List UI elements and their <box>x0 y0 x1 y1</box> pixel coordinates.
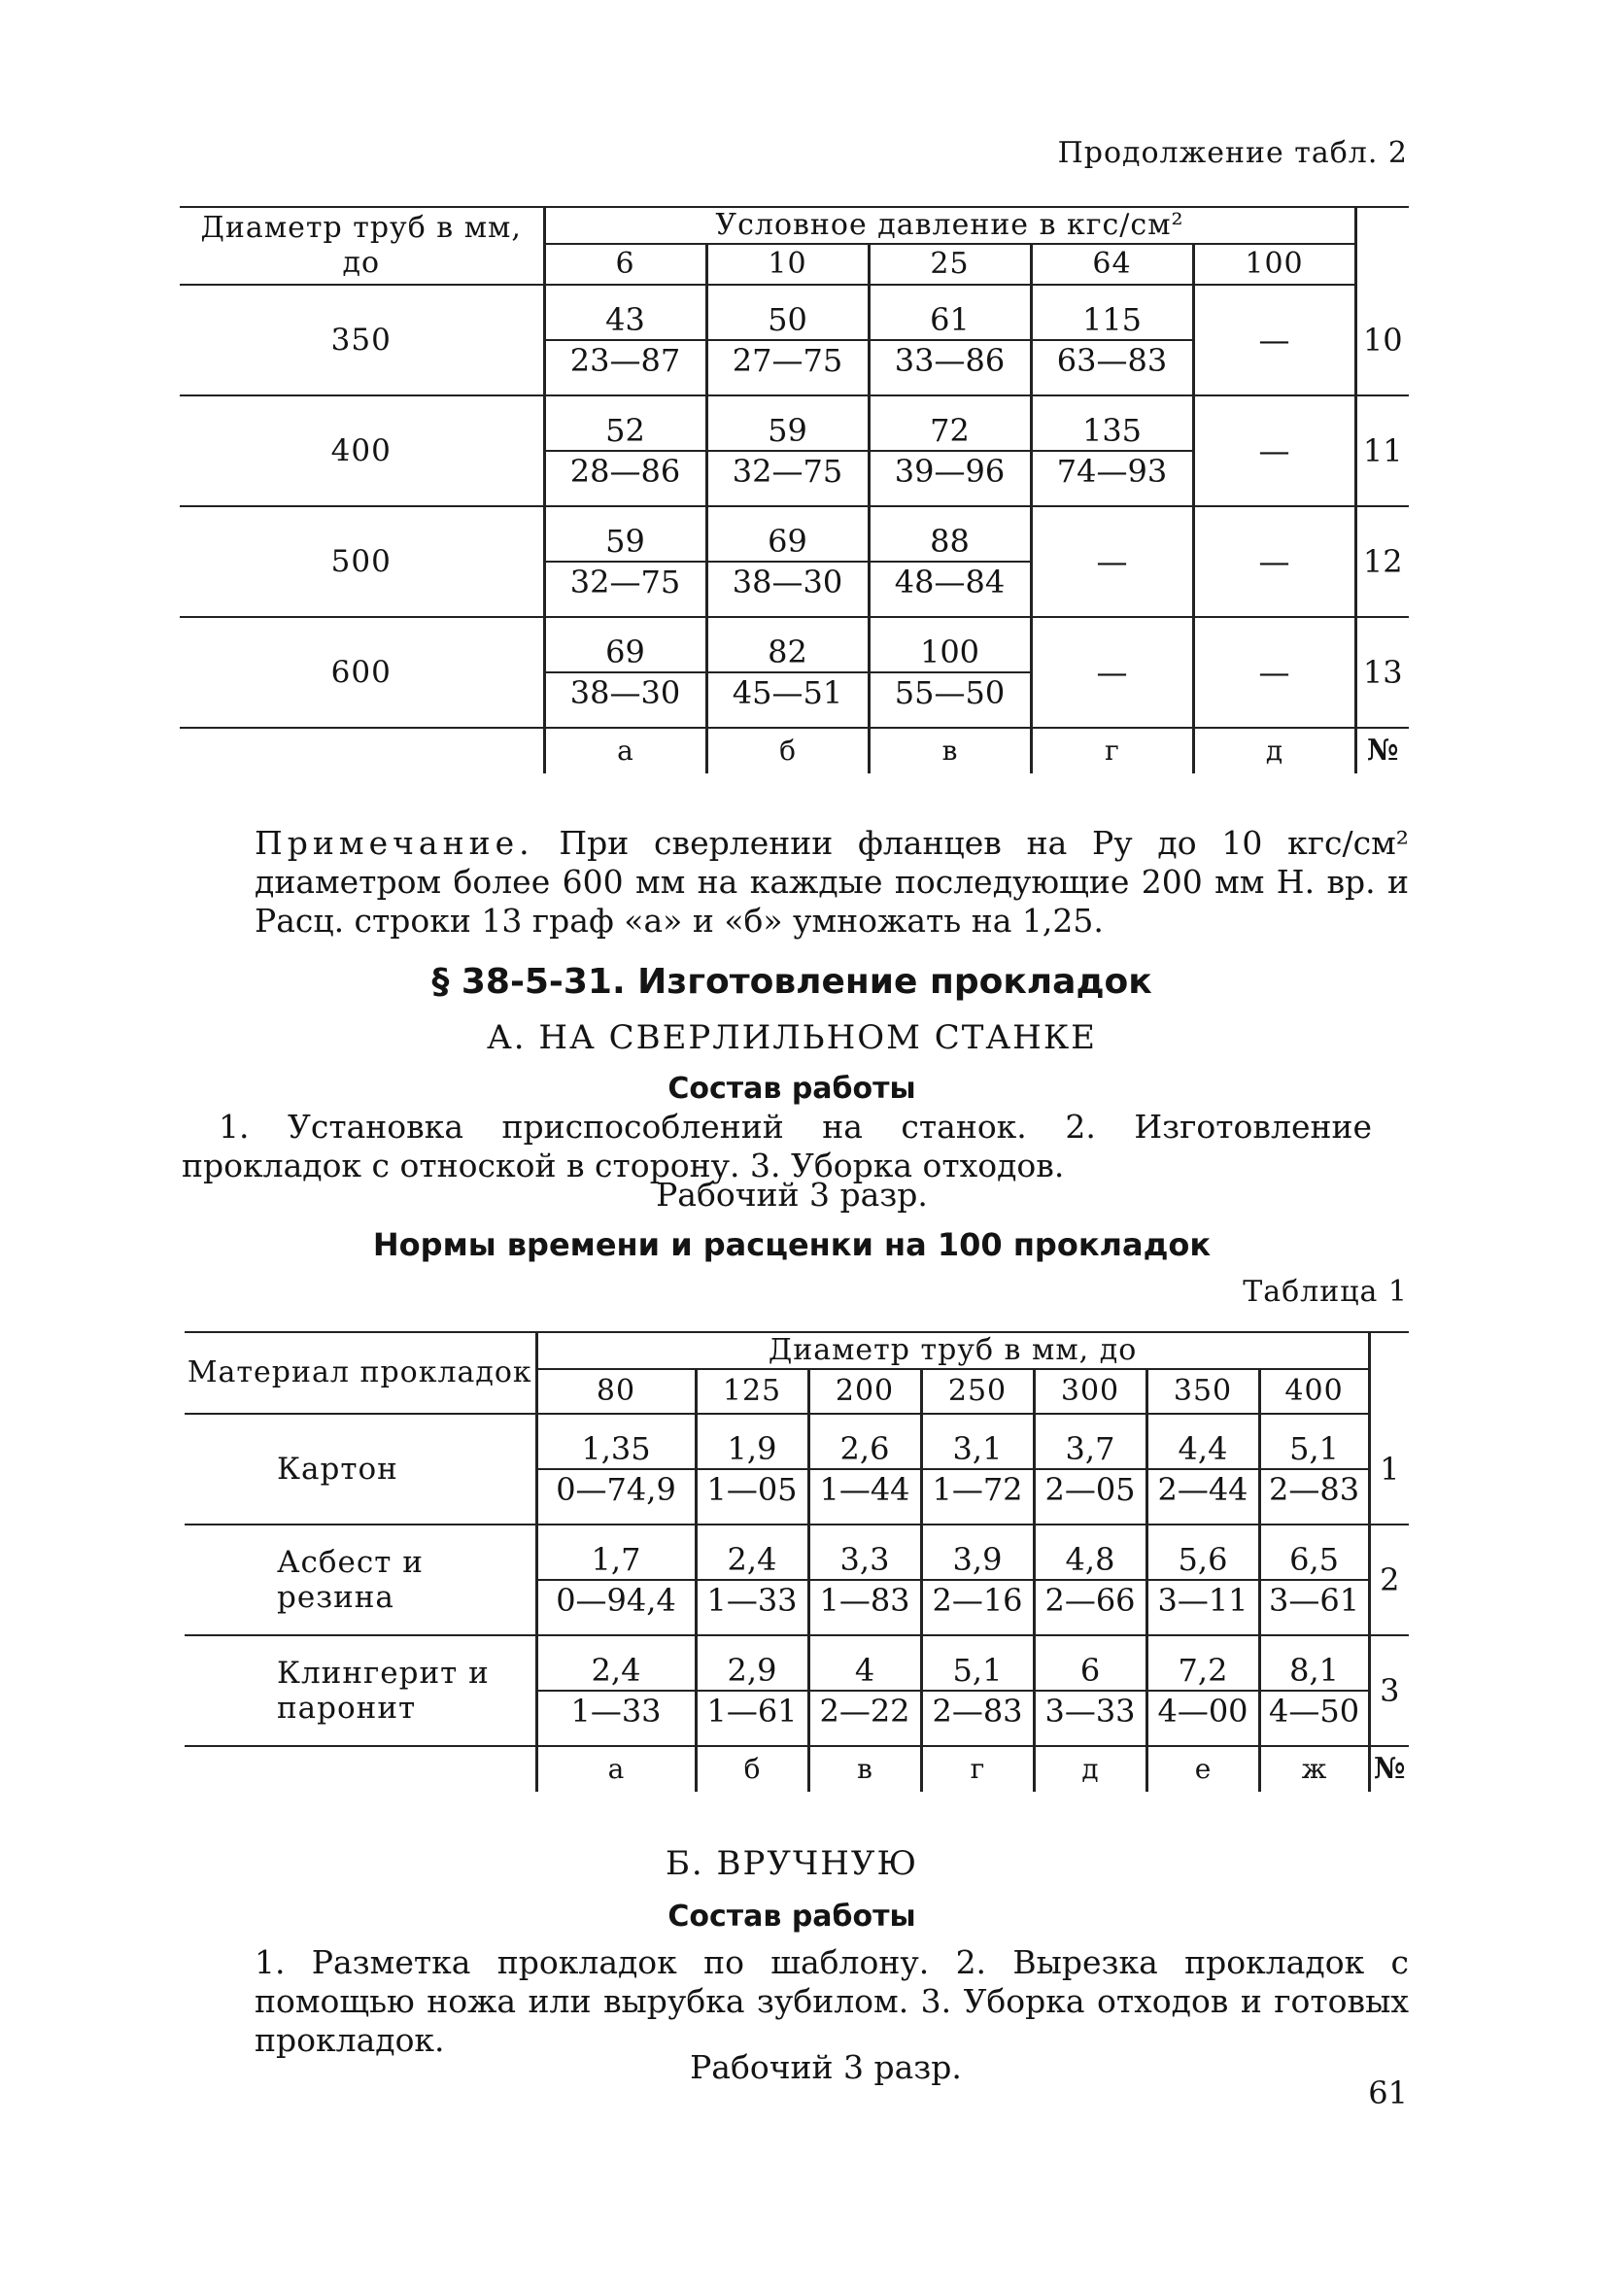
rate-value: 2—22 <box>810 1690 920 1731</box>
table-cell <box>1193 617 1355 728</box>
time-norm: — <box>1258 432 1290 469</box>
rate-value: 33—86 <box>871 339 1030 380</box>
cell-value <box>1148 1429 1258 1509</box>
time-norm: 6 <box>1079 1652 1101 1689</box>
column-key: в <box>869 728 1031 773</box>
time-norm: 2,4 <box>727 1541 777 1578</box>
worker-grade-a: Рабочий 3 разр. <box>656 1176 928 1214</box>
time-norm: — <box>1258 322 1290 359</box>
rate-value: 32—75 <box>708 450 868 491</box>
row-header: Материал прокладок <box>185 1332 536 1414</box>
time-norm: — <box>1258 654 1290 691</box>
table-cell <box>706 506 869 617</box>
rate-value: 1—72 <box>923 1468 1033 1509</box>
cell-value <box>1033 542 1192 581</box>
row-number: 10 <box>1355 285 1409 395</box>
rate-value: 2—44 <box>1148 1468 1258 1509</box>
time-norm: 43 <box>605 301 645 338</box>
column-header: 25 <box>869 244 1031 285</box>
time-norm: 115 <box>1081 301 1143 338</box>
time-norm: 59 <box>768 412 807 449</box>
table-cell <box>544 506 706 617</box>
time-norm: 3,3 <box>839 1541 890 1578</box>
time-norm: 3,1 <box>952 1430 1003 1467</box>
rate-value: 3—61 <box>1261 1579 1368 1620</box>
cell-value <box>708 411 868 491</box>
table-cell <box>921 1414 1034 1525</box>
time-norm: 135 <box>1081 412 1143 449</box>
table-row <box>185 1635 1409 1746</box>
time-norm: 82 <box>768 634 807 670</box>
time-norm: 72 <box>930 412 970 449</box>
column-key: е <box>1146 1746 1259 1792</box>
table-cell <box>696 1635 808 1746</box>
row-number: 1 <box>1369 1414 1409 1525</box>
column-key: д <box>1034 1746 1146 1792</box>
rate-value: 2—66 <box>1036 1579 1145 1620</box>
table-cell <box>706 285 869 395</box>
cell-value <box>538 1429 695 1509</box>
row-number: 3 <box>1369 1635 1409 1746</box>
time-norm: 4 <box>854 1652 875 1689</box>
continued-table-label: Продолжение табл. 2 <box>1057 136 1408 170</box>
cell-value <box>810 1651 920 1731</box>
rate-value: 38—30 <box>708 561 868 601</box>
column-key: в <box>808 1746 921 1792</box>
column-key: д <box>1265 735 1283 767</box>
rate-value: 0—94,4 <box>538 1579 695 1620</box>
table-row <box>180 506 1409 617</box>
row-label: 350 <box>180 285 544 395</box>
time-norm: 6,5 <box>1289 1541 1339 1578</box>
rate-value: 2—83 <box>1261 1468 1368 1509</box>
cell-value <box>923 1651 1033 1731</box>
column-header: 6 <box>544 244 706 285</box>
table-cell <box>1146 1635 1259 1746</box>
time-norm: 1,35 <box>581 1430 651 1467</box>
rate-value: 1—44 <box>810 1468 920 1509</box>
table-cell <box>1193 506 1355 617</box>
cell-value <box>538 1651 695 1731</box>
column-key-row <box>180 728 1409 773</box>
rate-value: 2—16 <box>923 1579 1033 1620</box>
cell-value <box>810 1429 920 1509</box>
rate-value: 27—75 <box>708 339 868 380</box>
table-cell <box>1031 285 1193 395</box>
group-header: Диаметр труб в мм, до <box>536 1332 1369 1369</box>
cell-value <box>871 411 1030 491</box>
key-blank <box>180 728 544 773</box>
cell-value <box>546 411 705 491</box>
work-composition-b-text: 1. Разметка прокладок по шаблону. 2. Вырезка прокладок с помощью ножа или вырубка зубилом. 3. Уборка отходов и готовых прокладок. <box>255 1943 1409 2059</box>
norms-title: Нормы времени и расценки на 100 прокладок <box>372 1226 1212 1263</box>
table-cell <box>869 285 1031 395</box>
number-header-blank <box>1369 1332 1409 1414</box>
time-norm: 5,1 <box>1289 1430 1339 1467</box>
subsection-b-title: Б. ВРУЧНУЮ <box>665 1844 919 1883</box>
time-norm: 3,7 <box>1065 1430 1115 1467</box>
table-cell <box>544 285 706 395</box>
time-norm: — <box>1096 543 1128 580</box>
rate-value: 3—11 <box>1148 1579 1258 1620</box>
cell-value <box>1033 411 1192 491</box>
table-row <box>185 1414 1409 1525</box>
time-norm: 1,7 <box>591 1541 641 1578</box>
table-cell <box>1031 617 1193 728</box>
cell-value <box>698 1651 807 1731</box>
column-header: 80 <box>536 1369 696 1414</box>
table-cell <box>706 617 869 728</box>
table-cell <box>869 395 1031 506</box>
time-norm: 69 <box>768 523 807 560</box>
cell-value <box>1195 321 1354 360</box>
column-header: 350 <box>1146 1369 1259 1414</box>
cell-value <box>546 522 705 601</box>
table-cell <box>544 395 706 506</box>
key-blank <box>185 1746 536 1792</box>
column-header: 64 <box>1031 244 1193 285</box>
table-cell <box>808 1414 921 1525</box>
number-sign: № <box>1355 728 1409 773</box>
column-header: 250 <box>921 1369 1034 1414</box>
column-key: г <box>1031 728 1193 773</box>
header-row <box>180 207 1409 244</box>
column-header: 300 <box>1034 1369 1146 1414</box>
rate-value: 4—00 <box>1148 1690 1258 1731</box>
column-header: 10 <box>706 244 869 285</box>
cell-value <box>871 633 1030 712</box>
time-norm: 2,4 <box>591 1652 641 1689</box>
number-header-blank <box>1355 207 1409 285</box>
row-number: 12 <box>1355 506 1409 617</box>
worker-grade-b: Рабочий 3 разр. <box>690 2048 962 2086</box>
table-cell <box>1259 1635 1369 1746</box>
time-norm: — <box>1258 543 1290 580</box>
cell-value <box>871 300 1030 380</box>
cell-value <box>546 633 705 712</box>
table-cell <box>808 1525 921 1635</box>
cell-value <box>708 522 868 601</box>
cell-value <box>1195 542 1354 581</box>
time-norm: 8,1 <box>1289 1652 1339 1689</box>
cell-value <box>810 1540 920 1620</box>
cell-value <box>1195 431 1354 470</box>
time-norm: 2,6 <box>839 1430 890 1467</box>
column-key: а <box>536 1746 696 1792</box>
rate-value: 39—96 <box>871 450 1030 491</box>
row-header: Диаметр труб в мм, до <box>180 207 544 285</box>
rate-value: 28—86 <box>546 450 705 491</box>
cell-value <box>698 1429 807 1509</box>
row-label: Клингерит и паронит <box>185 1635 536 1746</box>
cell-value <box>1036 1540 1145 1620</box>
column-header: 100 <box>1193 244 1355 285</box>
time-norm: 88 <box>930 523 970 560</box>
time-norm: 4,8 <box>1065 1541 1115 1578</box>
table-cell <box>1193 395 1355 506</box>
work-composition-heading-b: Состав работы <box>667 1900 916 1934</box>
number-sign: № <box>1369 1746 1409 1792</box>
table-2 <box>180 206 1409 773</box>
cell-value <box>1036 1651 1145 1731</box>
header-row <box>185 1332 1409 1369</box>
row-label: 600 <box>180 617 544 728</box>
cell-value <box>546 300 705 380</box>
time-norm: 1,9 <box>727 1430 777 1467</box>
time-norm: 61 <box>930 301 970 338</box>
cell-value <box>1195 653 1354 692</box>
cell-value <box>923 1540 1033 1620</box>
row-label: Картон <box>185 1414 536 1525</box>
time-norm: 59 <box>605 523 645 560</box>
row-number: 13 <box>1355 617 1409 728</box>
table-cell <box>1031 506 1193 617</box>
table-cell <box>696 1414 808 1525</box>
table-cell <box>1259 1525 1369 1635</box>
cell-value <box>1261 1540 1368 1620</box>
time-norm: 52 <box>605 412 645 449</box>
cell-value <box>708 300 868 380</box>
cell-value <box>708 633 868 712</box>
rate-value: 23—87 <box>546 339 705 380</box>
rate-value: 1—83 <box>810 1579 920 1620</box>
column-key: ж <box>1301 1753 1327 1785</box>
table-row <box>180 617 1409 728</box>
time-norm: 50 <box>768 301 807 338</box>
time-norm: 2,9 <box>727 1652 777 1689</box>
time-norm: 69 <box>605 634 645 670</box>
time-norm: 5,6 <box>1178 1541 1228 1578</box>
table-cell <box>696 1525 808 1635</box>
table-cell <box>921 1635 1034 1746</box>
cell-value <box>1148 1540 1258 1620</box>
table-cell <box>1034 1525 1146 1635</box>
cell-value <box>871 522 1030 601</box>
table-cell <box>544 617 706 728</box>
table-cell <box>869 617 1031 728</box>
work-composition-a-text: 1. Установка приспособлений на станок. 2. Изготовление прокладок с отноской в сторону. 3. Уборка отходов. <box>182 1108 1372 1184</box>
table-cell <box>869 506 1031 617</box>
table-cell <box>921 1525 1034 1635</box>
row-label: Асбест и резина <box>185 1525 536 1635</box>
row-number: 2 <box>1369 1525 1409 1635</box>
note-text: При сверлении фланцев на Pу до 10 кгс/см² диаметром более 600 мм на каждые последующие 200 мм Н. вр. и Расц. строки 13 граф «а» и «б» умножать на 1,25. <box>255 824 1410 940</box>
group-header: Условное давление в кгс/см² <box>544 207 1355 244</box>
cell-value <box>1033 300 1192 380</box>
table-cell <box>1146 1525 1259 1635</box>
rate-value: 38—30 <box>546 671 705 712</box>
table-cell <box>536 1414 696 1525</box>
cell-value <box>1261 1651 1368 1731</box>
row-label: 400 <box>180 395 544 506</box>
cell-value <box>1261 1429 1368 1509</box>
rate-value: 1—33 <box>698 1579 807 1620</box>
cell-value <box>1036 1429 1145 1509</box>
column-key: г <box>921 1746 1034 1792</box>
table-note <box>255 824 1409 941</box>
table-cell <box>1146 1414 1259 1525</box>
row-label: 500 <box>180 506 544 617</box>
rate-value: 48—84 <box>871 561 1030 601</box>
table-cell <box>706 395 869 506</box>
cell-value <box>1033 653 1192 692</box>
cell-value <box>1148 1651 1258 1731</box>
rate-value: 74—93 <box>1033 450 1192 491</box>
rate-value: 2—05 <box>1036 1468 1145 1509</box>
table-cell <box>1034 1635 1146 1746</box>
table-cell <box>536 1635 696 1746</box>
rate-value: 1—05 <box>698 1468 807 1509</box>
rate-value: 0—74,9 <box>538 1468 695 1509</box>
rate-value: 45—51 <box>708 671 868 712</box>
cell-value <box>923 1429 1033 1509</box>
table-cell <box>1034 1414 1146 1525</box>
rate-value: 3—33 <box>1036 1690 1145 1731</box>
time-norm: 3,9 <box>952 1541 1003 1578</box>
table-cell <box>536 1525 696 1635</box>
cell-value <box>698 1540 807 1620</box>
page-number: 61 <box>1368 2074 1408 2111</box>
subsection-a-title: А. НА СВЕРЛИЛЬНОМ СТАНКЕ <box>487 1018 1097 1057</box>
row-number: 11 <box>1355 395 1409 506</box>
table-cell <box>1259 1414 1369 1525</box>
table-1-label: Таблица 1 <box>1243 1275 1408 1309</box>
cell-value <box>538 1540 695 1620</box>
work-composition-heading-a: Состав работы <box>667 1072 916 1106</box>
column-key: б <box>696 1746 808 1792</box>
rate-value: 1—33 <box>538 1690 695 1731</box>
rate-value: 4—50 <box>1261 1690 1368 1731</box>
rate-value: 55—50 <box>871 671 1030 712</box>
column-key: б <box>706 728 869 773</box>
time-norm: 4,4 <box>1178 1430 1228 1467</box>
table-row <box>185 1525 1409 1635</box>
rate-value: 63—83 <box>1033 339 1192 380</box>
column-key-row <box>185 1746 1409 1792</box>
table-cell <box>1031 395 1193 506</box>
column-key: а <box>544 728 706 773</box>
column-header: 125 <box>696 1369 808 1414</box>
column-header: 400 <box>1259 1369 1369 1414</box>
note-label: Примечание. <box>255 824 534 862</box>
rate-value: 32—75 <box>546 561 705 601</box>
table-cell <box>1193 285 1355 395</box>
table-row <box>180 395 1409 506</box>
rate-value: 1—61 <box>698 1690 807 1731</box>
table-cell <box>808 1635 921 1746</box>
time-norm: 5,1 <box>952 1652 1003 1689</box>
time-norm: 7,2 <box>1178 1652 1228 1689</box>
table-1 <box>185 1331 1409 1792</box>
table-row <box>180 285 1409 395</box>
rate-value: 2—83 <box>923 1690 1033 1731</box>
section-title: § 38-5-31. Изготовление прокладок <box>431 962 1152 1002</box>
column-header: 200 <box>808 1369 921 1414</box>
time-norm: — <box>1096 654 1128 691</box>
time-norm: 100 <box>919 634 980 670</box>
